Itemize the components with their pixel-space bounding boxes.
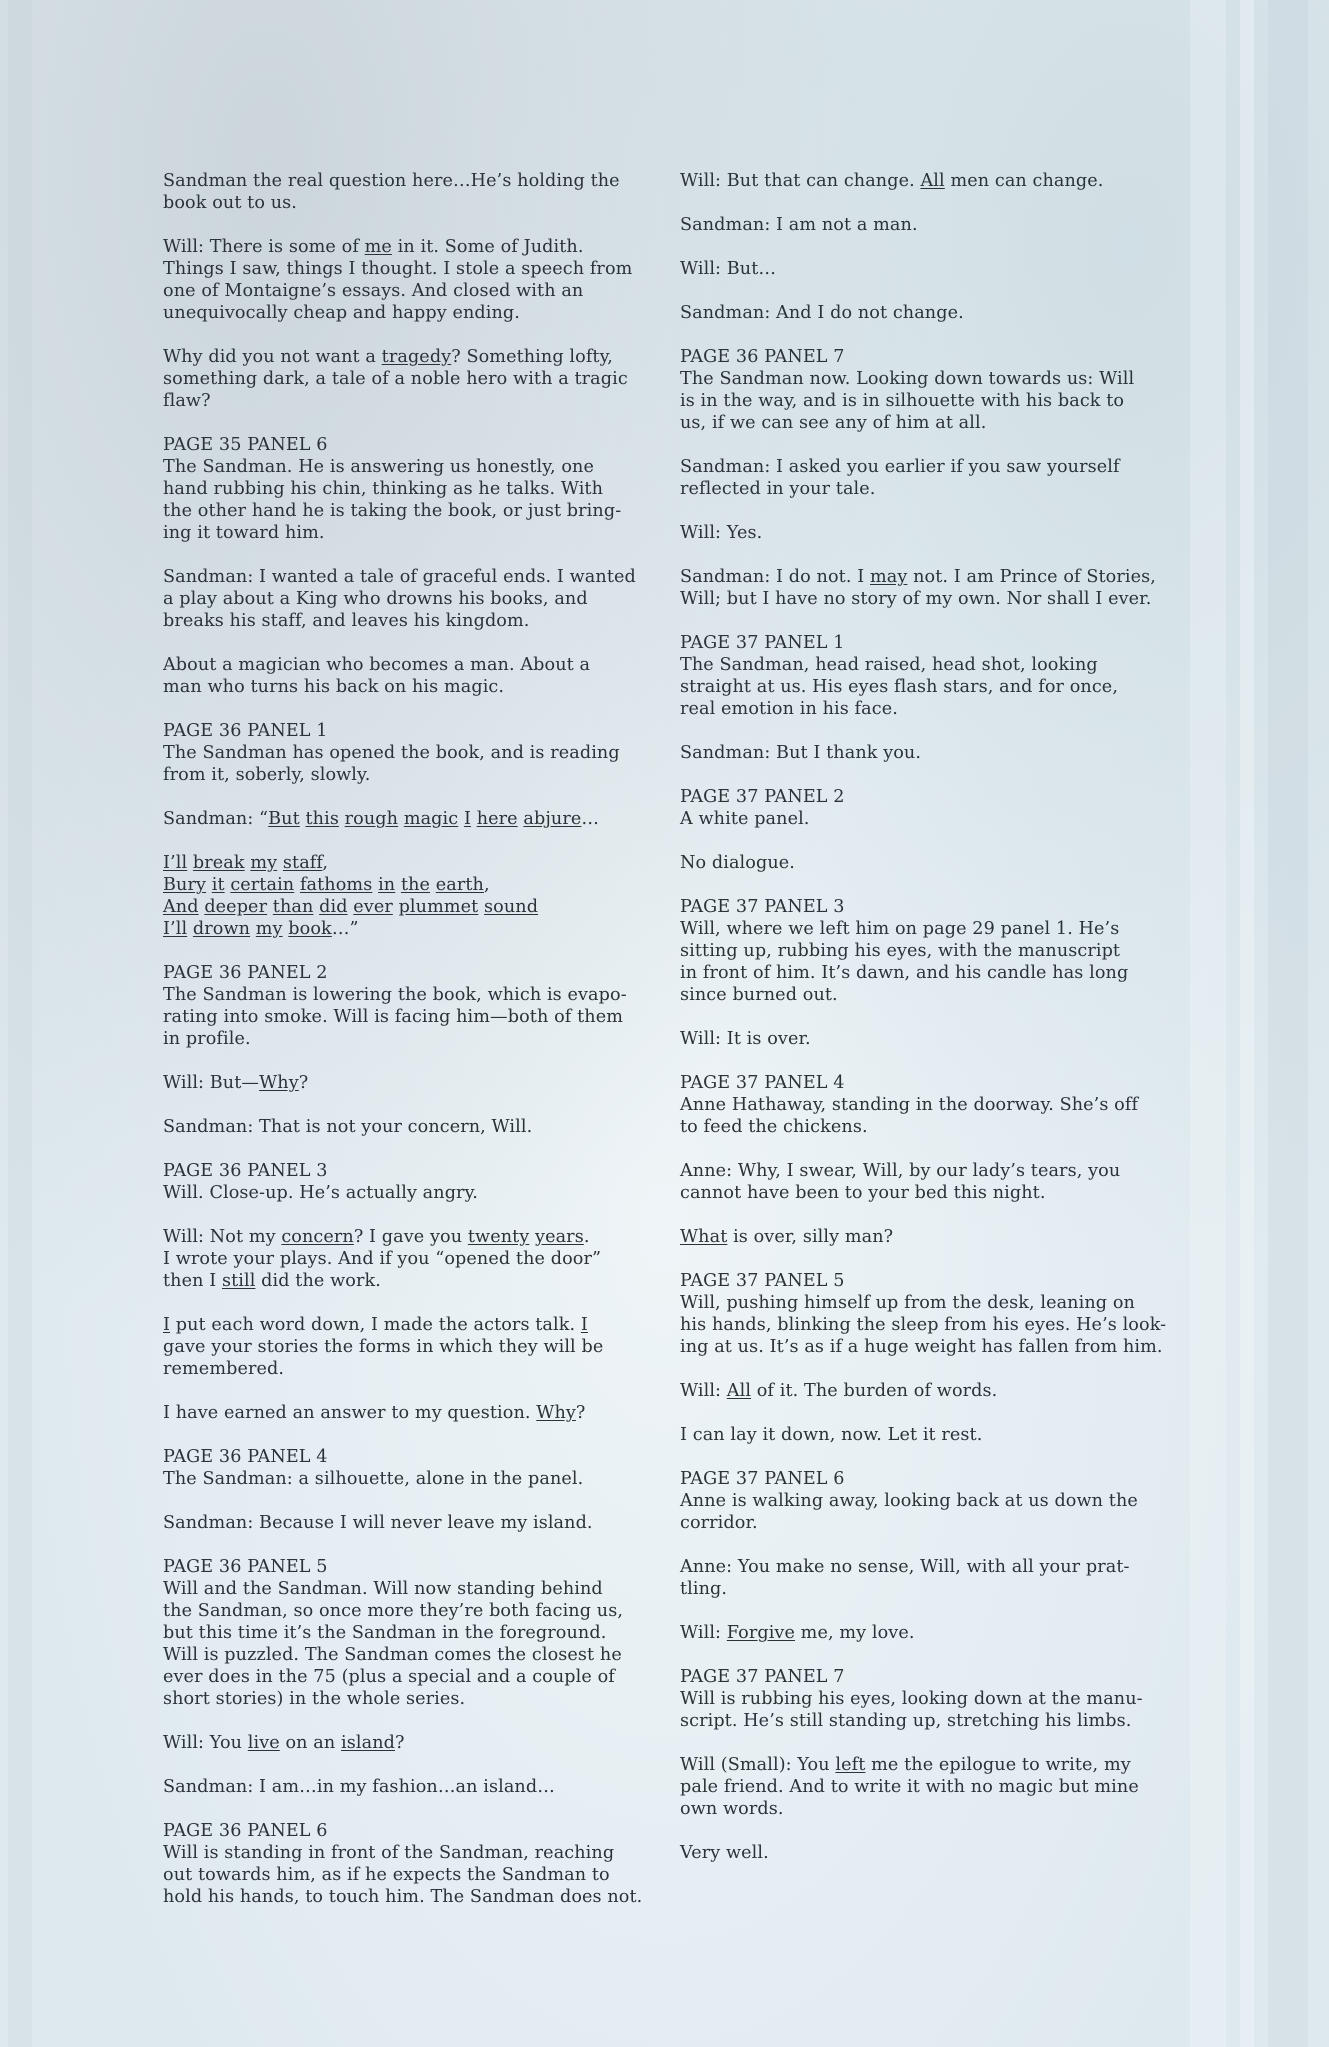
script-line: Will: But that can change. All men can change. [680,171,1104,191]
script-line: Will: But—Why? [163,1073,309,1093]
script-line: Sandman: I asked you earlier if you saw yourself [680,457,1120,477]
script-line: his hands, blinking the sleep from his eyes. He’s look- [680,1315,1167,1335]
script-line: The Sandman, head raised, head shot, looking [680,655,1098,675]
script-paragraph [680,1226,1170,1248]
script-line: I put each word down, I made the actors talk. I [163,1315,588,1335]
script-paragraph [163,1446,653,1490]
script-line: pale friend. And to write it with no magic but mine [680,1777,1139,1797]
script-line: unequivocally cheap and happy ending. [163,303,520,323]
script-paragraph [163,1116,653,1138]
script-paragraph [680,522,1170,544]
script-line: one of Montaigne’s essays. And closed with an [163,281,584,301]
script-line: a play about a King who drowns his books, and [163,589,588,609]
script-paragraph [680,1556,1170,1600]
script-line: Will: Yes. [680,523,763,543]
background-streak [1268,0,1308,2047]
script-line: A white panel. [680,809,810,829]
script-line: hold his hands, to touch him. The Sandman does not. [163,1887,643,1907]
panel-heading: PAGE 36 PANEL 6 [163,1821,328,1841]
script-paragraph [163,566,653,632]
script-line: the other hand he is taking the book, or just bring- [163,501,622,521]
script-line: About a magician who becomes a man. About a [163,655,591,675]
script-line: The Sandman now. Looking down towards us: Will [680,369,1135,389]
script-line: the Sandman, so once more they’re both facing us, [163,1601,624,1621]
script-paragraph [163,1732,653,1754]
script-paragraph [680,1270,1170,1358]
script-paragraph [680,258,1170,280]
script-line: Will. Close-up. He’s actually angry. [163,1183,478,1203]
script-line: Things I saw, things I thought. I stole a speech from [163,259,633,279]
panel-heading: PAGE 36 PANEL 7 [680,347,845,367]
script-paragraph [680,1468,1170,1534]
script-paragraph [680,1754,1170,1820]
script-paragraph [163,1820,653,1908]
script-line: book out to us. [163,193,297,213]
script-line: something dark, a tale of a noble hero with a tragic [163,369,628,389]
script-paragraph [680,742,1170,764]
script-paragraph [680,1072,1170,1138]
script-line: gave your stories the forms in which they will be [163,1337,604,1357]
script-line: The Sandman. He is answering us honestly, one [163,457,595,477]
script-paragraph [680,346,1170,434]
script-paragraph [163,654,653,698]
script-line: corridor. [680,1513,758,1533]
script-paragraph [680,1380,1170,1402]
script-line: sitting up, rubbing his eyes, with the manuscript [680,941,1121,961]
script-paragraph [680,566,1170,610]
script-paragraph [163,1160,653,1204]
script-line: I have earned an answer to my question. Why? [163,1403,586,1423]
script-line: tling. [680,1579,728,1599]
script-paragraph [680,852,1170,874]
script-paragraph [680,1028,1170,1050]
script-line: Will: Not my concern? I gave you twenty years. [163,1227,590,1247]
script-line: Sandman: Because I will never leave my island. [163,1513,593,1533]
script-line: Will is rubbing his eyes, looking down at the manu- [680,1689,1143,1709]
script-paragraph [163,1072,653,1094]
background-streak [1190,0,1226,2047]
script-paragraph [680,786,1170,830]
script-paragraph [163,1402,653,1424]
script-line: rating into smoke. Will is facing him—both of them [163,1007,623,1027]
script-paragraph [680,1666,1170,1732]
script-line: No dialogue. [680,853,795,873]
script-paragraph [163,236,653,324]
script-paragraph [163,808,653,830]
script-line: The Sandman is lowering the book, which is evapo- [163,985,627,1005]
script-line: Very well. [680,1843,769,1863]
script-line: man who turns his back on his magic. [163,677,505,697]
panel-heading: PAGE 36 PANEL 4 [163,1447,328,1467]
script-line: ing at us. It’s as if a huge weight has fallen from him. [680,1337,1163,1357]
script-line: Will: You live on an island? [163,1733,405,1753]
script-paragraph [680,1842,1170,1864]
script-line: then I still did the work. [163,1271,381,1291]
script-paragraph [680,896,1170,1006]
script-line: breaks his staff, and leaves his kingdom. [163,611,530,631]
script-line: Will: Forgive me, my love. [680,1623,915,1643]
script-paragraph [680,632,1170,720]
script-paragraph [680,1160,1170,1204]
script-line: but this time it’s the Sandman in the foreground. [163,1623,607,1643]
script-line: Will, pushing himself up from the desk, leaning on [680,1293,1135,1313]
panel-heading: PAGE 37 PANEL 1 [680,633,845,653]
script-line: Anne is walking away, looking back at us down the [680,1491,1138,1511]
panel-heading: PAGE 37 PANEL 4 [680,1073,845,1093]
script-paragraph [680,1622,1170,1644]
script-line: hand rubbing his chin, thinking as he talks. With [163,479,604,499]
script-line: Anne Hathaway, standing in the doorway. She’s off [680,1095,1139,1115]
script-line: I’ll break my staff, [163,853,329,873]
script-line: The Sandman: a silhouette, alone in the panel. [163,1469,584,1489]
script-paragraph [680,214,1170,236]
panel-heading: PAGE 37 PANEL 6 [680,1469,845,1489]
script-line: from it, soberly, slowly. [163,765,371,785]
script-line: Will: It is over. [680,1029,811,1049]
panel-heading: PAGE 36 PANEL 5 [163,1557,328,1577]
script-paragraph [163,346,653,412]
script-line: Will (Small): You left me the epilogue to write, my [680,1755,1131,1775]
script-line: Sandman: I am not a man. [680,215,918,235]
script-paragraph [680,456,1170,500]
script-line: ever does in the 75 (plus a special and a couple of [163,1667,615,1687]
script-line: ing it toward him. [163,523,325,543]
script-line: own words. [680,1799,784,1819]
script-line: What is over, silly man? [680,1227,894,1247]
panel-heading: PAGE 37 PANEL 3 [680,897,845,917]
script-line: us, if we can see any of him at all. [680,413,987,433]
script-paragraph [163,1776,653,1798]
script-line: Anne: You make no sense, Will, with all your prat- [680,1557,1130,1577]
script-line: The Sandman has opened the book, and is reading [163,743,620,763]
script-line: Sandman the real question here…He’s holding the [163,171,620,191]
background-streak [1240,0,1254,2047]
panel-heading: PAGE 36 PANEL 2 [163,963,328,983]
script-paragraph [680,302,1170,324]
script-line: in front of him. It’s dawn, and his candle has long [680,963,1129,983]
panel-heading: PAGE 36 PANEL 1 [163,721,328,741]
script-line: Sandman: I am…in my fashion…an island… [163,1777,555,1797]
script-line: Will: There is some of me in it. Some of Judith. [163,237,584,257]
script-line: Sandman: That is not your concern, Will. [163,1117,533,1137]
panel-heading: PAGE 37 PANEL 5 [680,1271,845,1291]
script-line: Bury it certain fathoms in the earth, [163,875,490,895]
script-paragraph [163,720,653,786]
script-line: since burned out. [680,985,838,1005]
script-line: remembered. [163,1359,285,1379]
background-streak [8,0,32,2047]
script-line: is in the way, and is in silhouette with his back to [680,391,1125,411]
script-line: I can lay it down, now. Let it rest. [680,1425,983,1445]
script-line: Sandman: I do not. I may not. I am Prince of Stories, [680,567,1156,587]
script-paragraph [163,1314,653,1380]
script-line: Will: All of it. The burden of words. [680,1381,998,1401]
script-paragraph [163,962,653,1050]
script-paragraph [163,1226,653,1292]
script-line: Will is puzzled. The Sandman comes the closest he [163,1645,622,1665]
script-paragraph [163,170,653,214]
script-line: reflected in your tale. [680,479,876,499]
script-line: Will; but I have no story of my own. Nor shall I ever. [680,589,1152,609]
script-line: Anne: Why, I swear, Will, by our lady’s tears, you [680,1161,1121,1181]
script-paragraph [163,1556,653,1710]
script-line: real emotion in his face. [680,699,898,719]
script-line: Why did you not want a tragedy? Something lofty, [163,347,613,367]
panel-heading: PAGE 35 PANEL 6 [163,435,328,455]
left-script-column [163,170,653,1930]
script-line: out towards him, as if he expects the Sandman to [163,1865,610,1885]
script-line: I’ll drown my book…” [163,919,359,939]
script-paragraph [163,1512,653,1534]
script-paragraph [680,1424,1170,1446]
script-paragraph [680,170,1170,192]
script-line: script. He’s still standing up, stretching his limbs. [680,1711,1132,1731]
script-paragraph [163,852,653,940]
script-line: Will and the Sandman. Will now standing behind [163,1579,603,1599]
script-line: in profile. [163,1029,251,1049]
script-line: flaw? [163,391,211,411]
script-line: And deeper than did ever plummet sound [163,897,539,917]
script-line: Sandman: I wanted a tale of graceful ends. I wanted [163,567,636,587]
panel-heading: PAGE 36 PANEL 3 [163,1161,328,1181]
script-line: Will: But… [680,259,777,279]
panel-heading: PAGE 37 PANEL 2 [680,787,845,807]
script-line: Will is standing in front of the Sandman, reaching [163,1843,615,1863]
script-paragraph [163,434,653,544]
script-line: Will, where we left him on page 29 panel 1. He’s [680,919,1120,939]
panel-heading: PAGE 37 PANEL 7 [680,1667,845,1687]
script-line: cannot have been to your bed this night. [680,1183,1046,1203]
right-script-column [680,170,1170,1886]
script-line: Sandman: “But this rough magic I here abjure… [163,809,600,829]
script-line: straight at us. His eyes flash stars, and for once, [680,677,1119,697]
script-line: Sandman: And I do not change. [680,303,964,323]
script-line: Sandman: But I thank you. [680,743,922,763]
script-line: I wrote your plays. And if you “opened the door” [163,1249,602,1269]
script-line: to feed the chickens. [680,1117,868,1137]
script-line: short stories) in the whole series. [163,1689,466,1709]
